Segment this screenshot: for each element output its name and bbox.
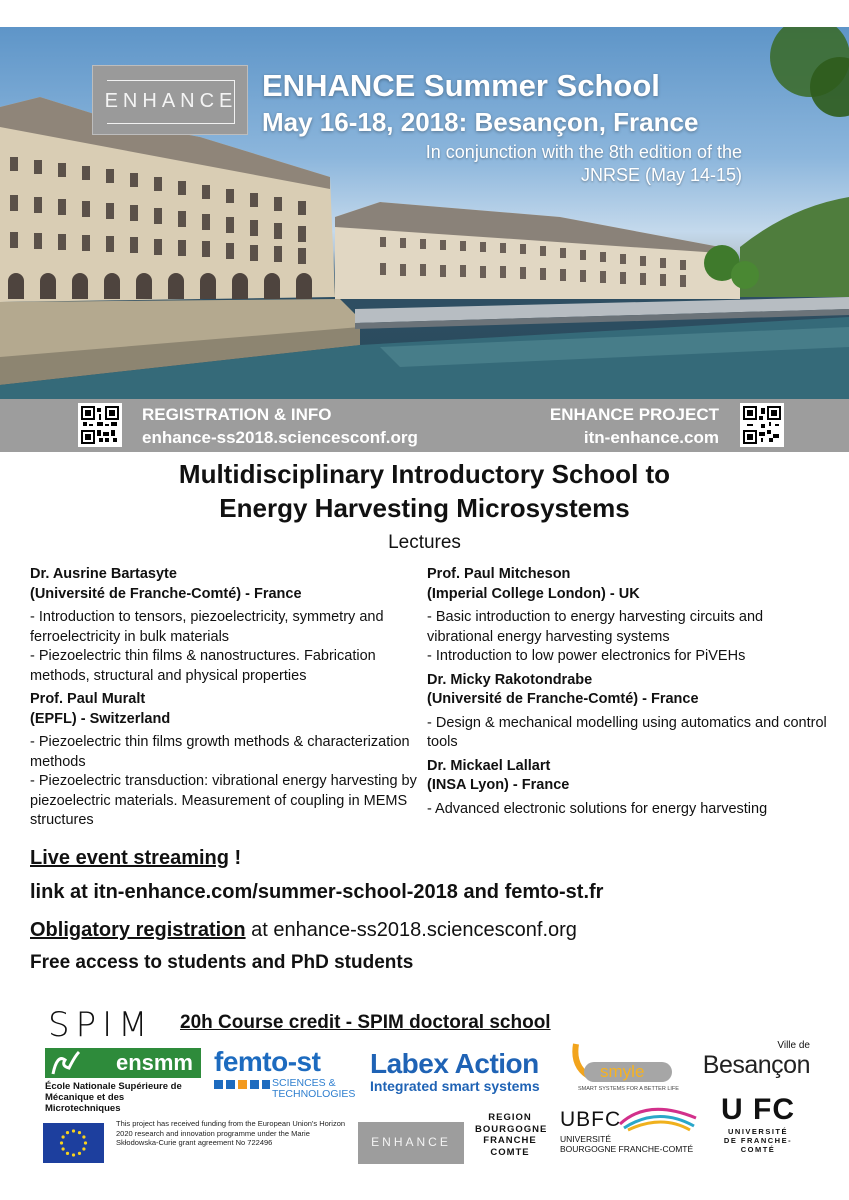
ubfc-subtitle-line2: BOURGOGNE FRANCHE-COMTÉ: [560, 1144, 694, 1154]
femto-st-subtitle-line1: SCIENCES &: [272, 1077, 336, 1089]
femto-st-logo: [214, 1046, 354, 1100]
ubfc-swoosh-icon: [618, 1104, 698, 1132]
femto-st-name: femto-st: [214, 1046, 321, 1077]
labex-action-subtitle: Integrated smart systems: [370, 1078, 540, 1094]
lecturer-block: [30, 565, 420, 686]
lecturer-block: [427, 671, 827, 753]
ensmm-caption-line2: Mécanique et des Microtechniques: [45, 1092, 125, 1114]
lecturer-name: Dr. Micky Rakotondrabe: [427, 671, 593, 688]
lecturers-right-column: [427, 565, 827, 822]
lecturer-institution: (Imperial College London) - UK: [427, 585, 640, 602]
registration-qr-code: [78, 403, 122, 447]
hero-banner: [0, 27, 849, 399]
femto-st-subtitle-line2: TECHNOLOGIES: [272, 1088, 356, 1100]
femto-squares-icon: [214, 1080, 270, 1090]
project-info: [550, 403, 719, 449]
lecturer-institution: (Université de Franche-Comté) - France: [427, 691, 699, 707]
region-bfc-logo: [475, 1112, 548, 1158]
lecture-topic: - Piezoelectric thin films growth methods & characterization methods: [30, 734, 410, 770]
registration-line: [30, 919, 577, 942]
lecturer-institution: (Université de Franche-Comté) - France: [30, 585, 302, 602]
femto-st-subtitle: [272, 1078, 354, 1100]
labex-action-name: Labex Action: [370, 1048, 539, 1079]
labex-action-logo: [370, 1048, 556, 1094]
eu-flag-icon: [43, 1123, 104, 1163]
smyle-tagline: SMART SYSTEMS FOR A BETTER LIFE: [578, 1086, 679, 1092]
lecturer-institution: (INSA Lyon) - France: [427, 777, 570, 793]
spim-logo: SPIM: [48, 1005, 154, 1045]
enhance-logo-text: ENHANCE: [104, 90, 238, 112]
lecturer-block: [30, 690, 420, 831]
project-qr-code: [740, 403, 784, 447]
registration-heading: REGISTRATION & INFO: [142, 405, 332, 424]
lecturer-name: Prof. Paul Muralt: [30, 691, 146, 707]
lecture-topic: - Basic introduction to energy harvesting circuits and vibrational energy harvesting systems: [427, 609, 764, 645]
lecture-topic: - Piezoelectric thin films & nanostructures. Fabrication methods, structural and physical properties: [30, 648, 376, 684]
eu-funding-statement: This project has received funding from the European Union's Horizon 2020 research and innovation programme under the Marie Skłodowska-Curie grant agreement No 722496: [116, 1119, 346, 1147]
live-streaming-exclamation: !: [228, 847, 242, 869]
lecturer-name: Dr. Ausrine Bartasyte: [30, 566, 177, 582]
lecturer-block: [427, 757, 827, 820]
ensmm-logo-bar: [45, 1048, 201, 1078]
lecturer-name: Prof. Paul Mitcheson: [427, 566, 571, 582]
lecturers-left-column: [30, 565, 420, 834]
registration-info: [142, 403, 418, 449]
ufc-subtitle-line1: UNIVERSITÉ: [727, 1127, 788, 1136]
school-title-line2: Energy Harvesting Microsystems: [219, 493, 630, 523]
ensmm-emblem-icon: [49, 1048, 83, 1078]
ufc-name: U FC: [721, 1093, 795, 1126]
smyle-logo: [570, 1038, 679, 1098]
project-link[interactable]: itn-enhance.com: [583, 428, 719, 447]
ufc-subtitle: [708, 1127, 808, 1154]
info-bar: [0, 399, 849, 452]
event-note-line1: In conjunction with the 8th edition of the: [425, 142, 742, 162]
lecturer-name: Dr. Mickael Lallart: [427, 757, 551, 774]
lecturer-institution: (EPFL) - Switzerland: [30, 710, 171, 727]
lecture-topic: - Piezoelectric transduction: vibrational energy harvesting by piezoelectric materials. Measurement of coupling in MEMS structures: [30, 773, 417, 828]
lecturer-block: [427, 565, 827, 667]
school-title-line1: Multidisciplinary Introductory School to: [178, 459, 671, 489]
smyle-name: smyle: [600, 1062, 645, 1081]
free-access-line: Free access to students and PhD students: [30, 952, 414, 973]
registration-label: Obligatory registration: [30, 919, 246, 941]
besancon-ville-label: Ville de: [777, 1040, 810, 1051]
lecture-topic: - Introduction to low power electronics for PiVEHs: [427, 648, 746, 664]
event-note-line2: JNRSE (May 14-15): [580, 165, 742, 185]
enhance-small-logo-text: ENHANCE: [371, 1135, 451, 1149]
lecture-topic: - Design & mechanical modelling using automatics and control tools: [427, 714, 827, 750]
streaming-links[interactable]: link at itn-enhance.com/summer-school-2018 and femto-st.fr: [30, 881, 604, 903]
ufc-subtitle-line2: DE FRANCHE-COMTÉ: [723, 1136, 793, 1154]
spim-course-credit: 20h Course credit - SPIM doctoral school: [180, 1012, 551, 1033]
ensmm-caption: [45, 1081, 201, 1114]
besancon-logo: [690, 1040, 810, 1080]
ubfc-subtitle: [560, 1134, 698, 1154]
live-streaming-line: [30, 847, 241, 870]
registration-url[interactable]: at enhance-ss2018.sciencesconf.org: [245, 919, 577, 941]
region-line4: COMTE: [490, 1146, 530, 1158]
enhance-logo: [92, 65, 248, 135]
event-dates: May 16-18, 2018: Besançon, France: [262, 107, 699, 137]
registration-link[interactable]: enhance-ss2018.sciencesconf.org: [142, 428, 418, 447]
lectures-heading: Lectures: [388, 532, 461, 553]
project-heading: ENHANCE PROJECT: [549, 405, 719, 424]
region-line2: BOURGOGNE: [475, 1123, 548, 1135]
ubfc-subtitle-line1: UNIVERSITÉ: [560, 1134, 612, 1144]
enhance-small-logo: [358, 1122, 464, 1164]
eu-stars-icon: [43, 1123, 104, 1163]
region-line1: REGION: [488, 1112, 532, 1123]
event-note: [322, 141, 742, 187]
live-streaming-label: Live event streaming: [30, 847, 229, 869]
ensmm-logo: [45, 1048, 201, 1114]
school-title: [0, 457, 849, 525]
ubfc-logo: [560, 1108, 698, 1154]
ensmm-caption-line1: École Nationale Supérieure de: [45, 1081, 182, 1092]
ensmm-name: ensmm: [115, 1050, 193, 1075]
ufc-logo: [708, 1093, 808, 1154]
event-title: ENHANCE Summer School: [262, 68, 660, 103]
besancon-name: Besançon: [702, 1051, 810, 1079]
ubfc-name: UBFC: [560, 1108, 622, 1131]
region-line3: FRANCHE: [483, 1135, 537, 1146]
lecture-topic: - Advanced electronic solutions for energy harvesting: [427, 800, 768, 817]
lecture-topic: - Introduction to tensors, piezoelectricity, symmetry and ferroelectricity in bulk materials: [30, 609, 384, 645]
